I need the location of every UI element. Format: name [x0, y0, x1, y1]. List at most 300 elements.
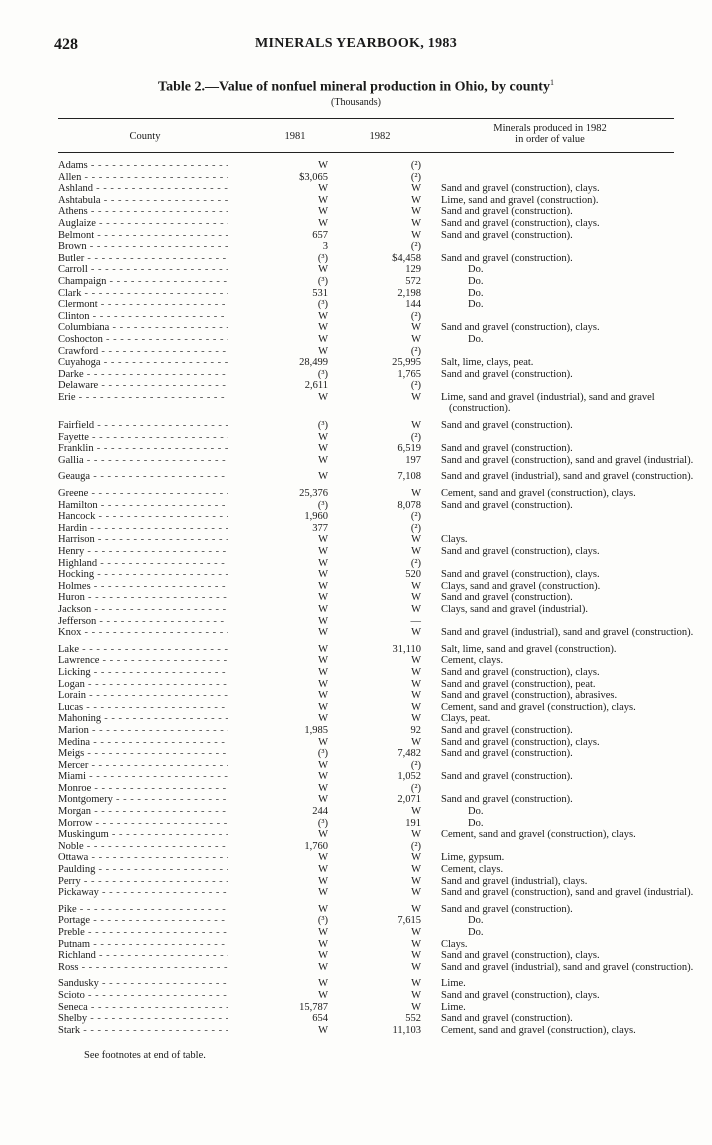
minerals-cell: Sand and gravel (construction).: [441, 794, 573, 806]
minerals-cell: Do.: [468, 915, 484, 927]
value-1981-cell: W: [318, 678, 328, 690]
minerals-cell: Lime.: [441, 978, 466, 990]
table-row: [58, 713, 698, 725]
county-cell: Highland - - -: [58, 558, 228, 570]
value-1982-cell: 8,078: [397, 499, 421, 511]
minerals-cell: Sand and gravel (construction).: [441, 903, 573, 915]
value-1981-cell: W: [318, 701, 328, 713]
table-row: [58, 471, 698, 483]
minerals-cell: Cement, sand and gravel (construction), clays.: [441, 701, 636, 713]
minerals-cell: Sand and gravel (construction), sand and gravel (industrial).: [441, 454, 694, 466]
county-cell: Medina - - -: [58, 737, 228, 749]
table-row: [58, 392, 698, 415]
value-1982-cell: W: [411, 534, 421, 546]
table-row: [58, 432, 698, 444]
county-cell: Paulding - - -: [58, 864, 228, 876]
value-1981-cell: W: [318, 217, 328, 229]
county-cell: Lorain - - -: [58, 690, 228, 702]
table-row: [58, 962, 698, 974]
county-cell: Erie - - -: [58, 392, 228, 404]
value-1982-cell: —: [410, 615, 421, 627]
column-header-1982: 1982: [369, 131, 391, 142]
value-1982-cell: W: [411, 655, 421, 667]
table-row: [58, 346, 698, 358]
county-cell: Stark - - -: [58, 1025, 228, 1037]
value-1982-cell: 7,482: [397, 748, 421, 760]
value-1981-cell: W: [318, 546, 328, 557]
minerals-cell: Sand and gravel (industrial), clays.: [441, 875, 588, 887]
county-cell: Hancock - - -: [58, 511, 228, 523]
minerals-cell: Clays, sand and gravel (industrial).: [441, 603, 588, 615]
minerals-cell: Sand and gravel (construction).: [441, 252, 573, 264]
value-1981-cell: W: [318, 615, 328, 627]
table-row: [58, 241, 698, 253]
table-row: [58, 592, 698, 604]
value-1981-cell: W: [318, 183, 328, 195]
value-1982-cell: (²): [410, 511, 421, 523]
value-1982-cell: 6,519: [397, 443, 421, 455]
table-row: [58, 311, 698, 323]
value-1982-cell: (²): [410, 380, 421, 392]
county-cell: Greene - - -: [58, 488, 228, 500]
table-row: [58, 1013, 698, 1025]
table-row: [58, 322, 698, 334]
value-1981-cell: 25,376: [299, 488, 328, 500]
minerals-cell: Sand and gravel (construction), peat.: [441, 678, 596, 690]
county-cell: Jefferson - - -: [58, 616, 228, 628]
minerals-cell: [441, 160, 696, 172]
value-1981-cell: W: [318, 603, 328, 615]
county-cell: Carroll - - -: [58, 264, 228, 276]
county-cell: Franklin - - -: [58, 443, 228, 455]
county-cell: Hardin - - -: [58, 523, 228, 535]
value-1982-cell: $4,458: [392, 252, 421, 264]
minerals-cell: Sand and gravel (construction), clays.: [441, 950, 600, 962]
value-1982-cell: 1,052: [397, 771, 421, 783]
value-1982-cell: W: [411, 194, 421, 206]
county-cell: Cuyahoga - - -: [58, 357, 228, 369]
table-body: [58, 160, 698, 1036]
minerals-cell: Clays.: [441, 938, 468, 950]
county-cell: Clark - - -: [58, 288, 228, 300]
value-1982-cell: W: [411, 852, 421, 864]
county-cell: Marion - - -: [58, 725, 228, 737]
county-cell: Pickaway - - -: [58, 887, 228, 899]
minerals-cell: Sand and gravel (construction).: [441, 420, 573, 432]
value-1982-cell: 92: [410, 724, 421, 736]
county-cell: Harrison - - -: [58, 534, 228, 546]
minerals-cell: Do.: [468, 264, 484, 276]
table-row: [58, 488, 698, 500]
minerals-cell: [441, 346, 696, 358]
value-1981-cell: (³): [317, 420, 328, 432]
table-row: [58, 569, 698, 581]
value-1982-cell: W: [411, 978, 421, 990]
county-cell: Huron - - -: [58, 592, 228, 604]
value-1982-cell: (²): [410, 522, 421, 534]
value-1981-cell: W: [318, 771, 328, 783]
value-1981-cell: (³): [317, 915, 328, 927]
county-cell: Holmes - - -: [58, 581, 228, 593]
value-1981-cell: 15,787: [299, 1001, 328, 1013]
county-cell: Licking - - -: [58, 667, 228, 679]
minerals-cell: Sand and gravel (construction), clays.: [441, 989, 600, 1001]
minerals-cell: Sand and gravel (construction), clays.: [441, 736, 600, 748]
table-row: [58, 357, 698, 369]
minerals-cell: Cement, sand and gravel (construction), clays.: [441, 488, 636, 500]
county-cell: Meigs - - -: [58, 748, 228, 760]
county-cell: Preble - - -: [58, 927, 228, 939]
minerals-cell: Lime.: [441, 1001, 466, 1013]
minerals-cell: Salt, lime, clays, peat.: [441, 357, 534, 369]
value-1981-cell: W: [318, 666, 328, 678]
value-1981-cell: 1,960: [304, 511, 328, 523]
minerals-cell: Sand and gravel (construction).: [441, 771, 573, 783]
table-row: [58, 230, 698, 242]
table-header-rule: [58, 152, 674, 153]
value-1982-cell: 7,615: [397, 915, 421, 927]
value-1982-cell: 129: [405, 264, 421, 276]
column-header-1981: 1981: [284, 131, 306, 142]
table-row: [58, 794, 698, 806]
value-1981-cell: (³): [317, 368, 328, 380]
table-row: [58, 950, 698, 962]
minerals-cell: Sand and gravel (construction), clays.: [441, 217, 600, 229]
county-cell: Clermont - - -: [58, 299, 228, 311]
minerals-cell: Sand and gravel (construction).: [441, 229, 573, 241]
value-1981-cell: 531: [312, 287, 328, 299]
value-1982-cell: W: [411, 829, 421, 841]
table-row: [58, 978, 698, 990]
value-1982-cell: 572: [405, 275, 421, 287]
county-cell: Belmont - - -: [58, 230, 228, 242]
table-row: [58, 864, 698, 876]
value-1981-cell: W: [318, 206, 328, 218]
value-1981-cell: W: [318, 1024, 328, 1036]
county-cell: Morgan - - -: [58, 806, 228, 818]
table-title: [0, 78, 712, 96]
minerals-cell: [441, 172, 696, 184]
value-1982-cell: (²): [410, 759, 421, 771]
county-cell: Sandusky - - -: [58, 978, 228, 990]
county-cell: Delaware - - -: [58, 380, 228, 392]
minerals-cell: Sand and gravel (construction).: [441, 724, 573, 736]
table-row: [58, 818, 698, 830]
column-header-minerals-line1: Minerals produced in 1982: [493, 123, 607, 134]
value-1982-cell: W: [411, 627, 421, 639]
table-row: [58, 904, 698, 916]
county-cell: Seneca - - -: [58, 1002, 228, 1014]
minerals-cell: [441, 380, 696, 392]
county-cell: Auglaize - - -: [58, 218, 228, 230]
county-cell: Ottawa - - -: [58, 852, 228, 864]
value-1981-cell: W: [318, 264, 328, 276]
value-1982-cell: W: [411, 864, 421, 876]
running-title: MINERALS YEARBOOK, 1983: [255, 36, 458, 51]
value-1981-cell: 654: [312, 1013, 328, 1025]
minerals-cell: [441, 760, 696, 772]
value-1982-cell: W: [411, 961, 421, 973]
value-1982-cell: W: [411, 989, 421, 1001]
table-row: [58, 1002, 698, 1014]
county-cell: Ashland - - -: [58, 183, 228, 195]
value-1982-cell: W: [411, 580, 421, 592]
value-1981-cell: W: [318, 989, 328, 1001]
minerals-cell: Cement, clays.: [441, 864, 504, 876]
minerals-cell: Sand and gravel (construction), clays.: [441, 666, 600, 678]
minerals-cell: Do.: [468, 806, 484, 818]
value-1982-cell: W: [411, 903, 421, 915]
county-cell: Lake - - -: [58, 644, 228, 656]
value-1981-cell: (³): [317, 748, 328, 760]
value-1981-cell: W: [318, 345, 328, 357]
table-row: [58, 420, 698, 432]
value-1981-cell: W: [318, 534, 328, 546]
table-row: [58, 644, 698, 656]
table-row: [58, 627, 698, 639]
value-1981-cell: W: [318, 938, 328, 950]
table-row: [58, 939, 698, 951]
county-cell: Geauga - - -: [58, 471, 228, 483]
county-cell: Ross - - -: [58, 962, 228, 974]
county-cell: Hamilton - - -: [58, 500, 228, 512]
table-row: [58, 253, 698, 265]
value-1982-cell: W: [411, 701, 421, 713]
table-row: [58, 760, 698, 772]
value-1981-cell: (³): [317, 817, 328, 829]
county-cell: Scioto - - -: [58, 990, 228, 1002]
value-1982-cell: 7,108: [397, 471, 421, 483]
table-row: [58, 748, 698, 760]
value-1982-cell: 552: [405, 1013, 421, 1025]
county-cell: Clinton - - -: [58, 311, 228, 323]
county-cell: Champaign - - -: [58, 276, 228, 288]
minerals-cell: Sand and gravel (construction).: [441, 748, 573, 760]
county-cell: Perry - - -: [58, 876, 228, 888]
minerals-cell: Clays.: [441, 534, 468, 546]
value-1982-cell: 197: [405, 454, 421, 466]
value-1981-cell: W: [318, 443, 328, 455]
county-cell: Lucas - - -: [58, 702, 228, 714]
table-row: [58, 534, 698, 546]
minerals-cell: Lime, gypsum.: [441, 852, 505, 864]
value-1982-cell: W: [411, 333, 421, 345]
minerals-cell: [441, 841, 696, 853]
table-row: [58, 172, 698, 184]
value-1982-cell: W: [411, 391, 421, 403]
table-row: [58, 690, 698, 702]
county-cell: Columbiana - - -: [58, 322, 228, 334]
table-row: [58, 443, 698, 455]
value-1981-cell: 28,499: [299, 357, 328, 369]
column-header-minerals-line2: in order of value: [515, 134, 585, 145]
minerals-cell: Cement, sand and gravel (construction), clays.: [441, 829, 636, 841]
value-1982-cell: 11,103: [392, 1024, 421, 1036]
value-1982-cell: (²): [410, 557, 421, 569]
county-cell: Pike - - -: [58, 904, 228, 916]
value-1982-cell: W: [411, 183, 421, 195]
value-1982-cell: W: [411, 322, 421, 334]
value-1981-cell: 3: [322, 241, 328, 253]
value-1981-cell: W: [318, 864, 328, 876]
column-header-minerals: [430, 123, 670, 145]
value-1982-cell: W: [411, 206, 421, 218]
value-1982-cell: 31,110: [392, 643, 421, 655]
table-row: [58, 990, 698, 1002]
table-row: [58, 511, 698, 523]
county-cell: Fayette - - -: [58, 432, 228, 444]
table-row: [58, 887, 698, 899]
minerals-cell: Sand and gravel (construction).: [441, 499, 573, 511]
value-1981-cell: W: [318, 782, 328, 794]
minerals-cell: Do.: [468, 333, 484, 345]
minerals-cell: Do.: [468, 299, 484, 311]
value-1982-cell: W: [411, 229, 421, 241]
table-row: [58, 183, 698, 195]
table-title-footnote-marker: 1: [549, 78, 554, 87]
table-row: [58, 206, 698, 218]
value-1981-cell: W: [318, 322, 328, 334]
value-1981-cell: 2,611: [304, 380, 328, 392]
table-row: [58, 455, 698, 467]
county-cell: Butler - - -: [58, 253, 228, 265]
value-1982-cell: W: [411, 938, 421, 950]
value-1982-cell: W: [411, 592, 421, 604]
minerals-cell: Sand and gravel (industrial), sand and gravel (construction).: [441, 961, 694, 973]
county-cell: Logan - - -: [58, 679, 228, 691]
county-cell: Allen - - -: [58, 172, 228, 184]
minerals-cell: Lime, sand and gravel (industrial), sand and gravel (construction).: [441, 391, 655, 415]
table-row: [58, 771, 698, 783]
value-1982-cell: 25,995: [392, 357, 421, 369]
minerals-cell: [441, 432, 696, 444]
value-1982-cell: W: [411, 736, 421, 748]
value-1982-cell: W: [411, 420, 421, 432]
table-row: [58, 737, 698, 749]
value-1981-cell: W: [318, 736, 328, 748]
county-cell: Gallia - - -: [58, 455, 228, 467]
value-1981-cell: W: [318, 690, 328, 702]
county-cell: Monroe - - -: [58, 783, 228, 795]
value-1981-cell: (³): [317, 275, 328, 287]
value-1982-cell: W: [411, 217, 421, 229]
value-1981-cell: W: [318, 333, 328, 345]
value-1981-cell: W: [318, 569, 328, 581]
value-1982-cell: W: [411, 666, 421, 678]
county-cell: Mahoning - - -: [58, 713, 228, 725]
county-cell: Henry - - -: [58, 546, 228, 558]
county-cell: Lawrence - - -: [58, 655, 228, 667]
minerals-cell: [441, 558, 696, 570]
table-row: [58, 581, 698, 593]
minerals-cell: Clays, sand and gravel (construction).: [441, 580, 601, 592]
county-cell: Knox - - -: [58, 627, 228, 639]
minerals-cell: Do.: [468, 817, 484, 829]
table-title-text: Table 2.—Value of nonfuel mineral production in Ohio, by county: [158, 79, 550, 95]
value-1982-cell: (²): [410, 310, 421, 322]
minerals-cell: Lime, sand and gravel (construction).: [441, 194, 599, 206]
county-cell: Morrow - - -: [58, 818, 228, 830]
minerals-cell: Do.: [468, 275, 484, 287]
minerals-cell: [441, 511, 696, 523]
page-number: 428: [54, 36, 78, 53]
minerals-cell: [441, 311, 696, 323]
value-1981-cell: W: [318, 759, 328, 771]
table-row: [58, 276, 698, 288]
value-1981-cell: W: [318, 713, 328, 725]
table-row: [58, 334, 698, 346]
value-1982-cell: (²): [410, 782, 421, 794]
county-cell: Montgomery - - -: [58, 794, 228, 806]
minerals-cell: Clays, peat.: [441, 713, 491, 725]
county-cell: Brown - - -: [58, 241, 228, 253]
value-1981-cell: W: [318, 927, 328, 938]
county-cell: Mercer - - -: [58, 760, 228, 772]
table-row: [58, 264, 698, 276]
minerals-cell: Sand and gravel (construction).: [441, 1013, 573, 1025]
minerals-cell: [441, 616, 696, 628]
value-1982-cell: (²): [410, 345, 421, 357]
value-1981-cell: W: [318, 643, 328, 655]
value-1981-cell: W: [318, 829, 328, 841]
value-1981-cell: $3,065: [299, 171, 328, 183]
value-1981-cell: (³): [317, 299, 328, 311]
county-cell: Putnam - - -: [58, 939, 228, 951]
table-row: [58, 655, 698, 667]
minerals-cell: Sand and gravel (construction).: [441, 443, 573, 455]
table-row: [58, 927, 698, 939]
value-1982-cell: (²): [410, 160, 421, 171]
county-cell: Athens - - -: [58, 206, 228, 218]
value-1982-cell: W: [411, 887, 421, 899]
table-row: [58, 160, 698, 172]
value-1981-cell: 244: [312, 806, 328, 818]
minerals-cell: Sand and gravel (industrial), sand and gravel (construction).: [441, 471, 694, 483]
table-row: [58, 380, 698, 392]
value-1981-cell: W: [318, 794, 328, 806]
minerals-cell: Sand and gravel (construction), clays.: [441, 546, 600, 557]
county-cell: Shelby - - -: [58, 1013, 228, 1025]
value-1981-cell: W: [318, 887, 328, 899]
value-1981-cell: W: [318, 454, 328, 466]
table-row: [58, 546, 698, 558]
minerals-cell: Sand and gravel (construction).: [441, 592, 573, 604]
minerals-cell: Sand and gravel (construction), clays.: [441, 569, 600, 581]
table-row: [58, 783, 698, 795]
value-1981-cell: W: [318, 580, 328, 592]
table-row: [58, 829, 698, 841]
table-top-rule: [58, 118, 674, 119]
value-1982-cell: W: [411, 1001, 421, 1013]
table-row: [58, 852, 698, 864]
value-1982-cell: W: [411, 678, 421, 690]
table-row: [58, 604, 698, 616]
minerals-cell: Do.: [468, 927, 484, 938]
value-1982-cell: W: [411, 806, 421, 818]
value-1982-cell: W: [411, 546, 421, 557]
minerals-cell: Cement, sand and gravel (construction), clays.: [441, 1024, 636, 1036]
minerals-cell: Sand and gravel (construction), sand and gravel (industrial).: [441, 887, 694, 899]
value-1982-cell: W: [411, 950, 421, 962]
value-1981-cell: W: [318, 875, 328, 887]
value-1981-cell: W: [318, 961, 328, 973]
value-1982-cell: 191: [405, 817, 421, 829]
table-row: [58, 616, 698, 628]
minerals-cell: Sand and gravel (construction), abrasives.: [441, 690, 618, 702]
value-1982-cell: 2,071: [397, 794, 421, 806]
county-cell: Darke - - -: [58, 369, 228, 381]
value-1982-cell: (²): [410, 431, 421, 443]
